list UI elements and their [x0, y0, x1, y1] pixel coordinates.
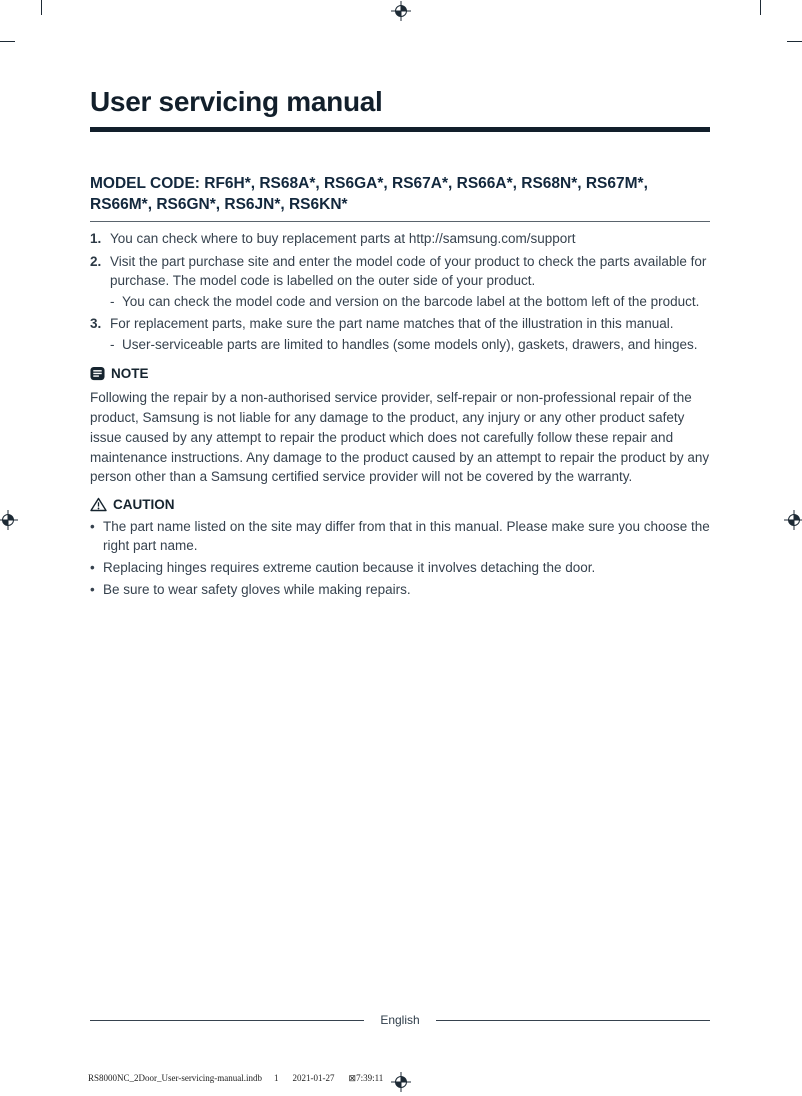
- crop-mark-top-right-horizontal: [787, 41, 802, 42]
- step-item-2: [90, 252, 710, 312]
- registration-mark-left-icon: [0, 510, 18, 530]
- bullet-marker: •: [90, 581, 95, 597]
- crop-mark-top-left-horizontal: [0, 41, 15, 42]
- substep-text: You can check the model code and version on the barcode label at the bottom left of the product.: [122, 293, 700, 309]
- caution-bullet-3: [90, 580, 710, 600]
- step-body: [110, 229, 710, 249]
- instruction-steps: [90, 229, 710, 354]
- print-info-line: [88, 1073, 383, 1084]
- substep-dash: -: [110, 336, 115, 352]
- registration-mark-top-icon: [391, 1, 411, 21]
- footer-rule-right: [436, 1020, 710, 1021]
- substep-dash: -: [110, 293, 115, 309]
- warning-triangle-icon: [90, 497, 107, 512]
- crop-mark-top-right-vertical: [760, 0, 761, 15]
- step-number: 1.: [90, 231, 102, 247]
- caution-heading: [90, 497, 710, 512]
- step-text: Visit the part purchase site and enter the model code of your product to check the parts available for purchase. The model code is labelled on the outer side of your product.: [110, 253, 707, 289]
- note-heading: [90, 366, 710, 381]
- bullet-text: The part name listed on the site may differ from that in this manual. Please make sure you choose the right part name.: [103, 518, 710, 554]
- step-body: [110, 314, 710, 354]
- note-icon: [90, 366, 105, 381]
- registration-mark-right-icon: [784, 510, 802, 530]
- content-column: [90, 86, 710, 599]
- print-file-name: RS8000NC_2Door_User-servicing-manual.indb: [88, 1073, 263, 1083]
- caution-label: CAUTION: [113, 496, 175, 512]
- bullet-marker: •: [90, 518, 95, 534]
- bullet-text: Replacing hinges requires extreme caution because it involves detaching the door.: [103, 560, 596, 576]
- substep-text: User-serviceable parts are limited to handles (some models only), gaskets, drawers, and hinges.: [122, 336, 698, 352]
- bullet-marker: •: [90, 560, 95, 576]
- step-text: For replacement parts, make sure the part name matches that of the illustration in this manual.: [110, 316, 674, 332]
- print-time: ⊠7:39:11: [348, 1073, 384, 1083]
- caution-bullets: [90, 517, 710, 599]
- substep: [110, 292, 710, 312]
- step-body: [110, 252, 710, 312]
- footer-language-label: English: [380, 1013, 420, 1027]
- heading-rule: [90, 221, 710, 222]
- print-page-number: 1: [274, 1073, 279, 1083]
- crop-mark-top-left-vertical: [41, 0, 42, 15]
- registration-mark-bottom-icon: [391, 1072, 411, 1092]
- caution-bullet-2: [90, 558, 710, 578]
- page-title: User servicing manual: [90, 86, 383, 117]
- step-item-3: [90, 314, 710, 354]
- bullet-text: Be sure to wear safety gloves while making repairs.: [103, 581, 411, 597]
- page-footer: [90, 1013, 710, 1027]
- step-item-1: [90, 229, 710, 249]
- step-number: 2.: [90, 253, 102, 269]
- step-number: 3.: [90, 316, 102, 332]
- model-code-heading: MODEL CODE: RF6H*, RS68A*, RS6GA*, RS67A*, RS66A*, RS68N*, RS67M*, RS66M*, RS6GN*, RS6JN*, RS6KN*: [90, 175, 648, 214]
- footer-rule-left: [90, 1020, 364, 1021]
- print-date: 2021-01-27: [292, 1073, 335, 1083]
- title-rule: [90, 127, 710, 132]
- caution-bullet-1: [90, 517, 710, 556]
- note-body: Following the repair by a non-authorised service provider, self-repair or non-professional repair of the product, Samsung is not liable for any damage to the product, any injury or any other product safety issue caused by any attempt to repair the product which does not carefully follow these repair and maintenance instructions. Any damage to the product caused by an attempt to repair the product by any person other than a Samsung certified service provider will not be covered by the warranty.: [90, 390, 710, 485]
- substep: [110, 335, 710, 355]
- step-text: You can check where to buy replacement parts at http://samsung.com/support: [110, 231, 576, 247]
- note-label: NOTE: [111, 366, 149, 382]
